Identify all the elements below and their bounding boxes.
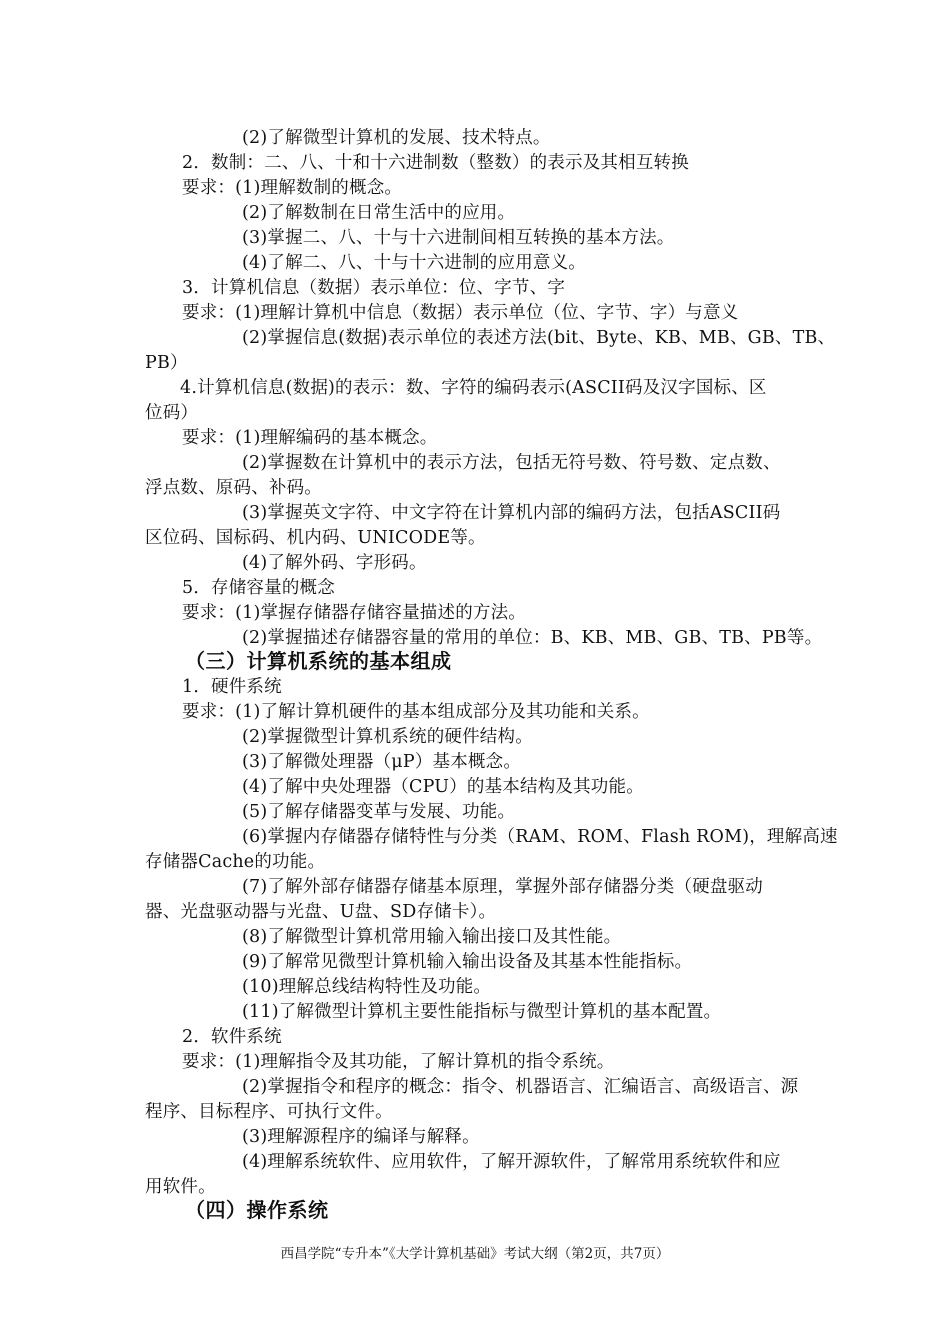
text-line: (2)掌握信息(数据)表示单位的表述方法(bit、Byte、KB、MB、GB、TB、 [242,328,836,348]
text-line: 要求：(1)掌握存储器存储容量描述的方法。 [182,603,526,623]
text-line: 要求：(1)理解指令及其功能，了解计算机的指令系统。 [182,1052,615,1072]
text-line: (4)了解二、八、十与十六进制的应用意义。 [242,253,586,273]
text-line: (4)了解中央处理器（CPU）的基本结构及其功能。 [242,777,644,797]
text-line: (8)了解微型计算机常用输入输出接口及其性能。 [242,927,622,947]
text-line: (3)掌握英文字符、中文字符在计算机内部的编码方法，包括ASCII码 [242,503,781,523]
section-heading: （三）计算机系统的基本组成 [185,649,452,673]
text-line: (7)了解外部存储器存储基本原理，掌握外部存储器分类（硬盘驱动 [242,877,763,897]
text-line: 2．数制：二、八、十和十六进制数（整数）的表示及其相互转换 [182,153,689,173]
text-line: 浮点数、原码、补码。 [145,478,322,498]
text-line: 4.计算机信息(数据)的表示：数、字符的编码表示(ASCII码及汉字国标、区 [180,378,767,398]
text-line: 要求：(1)理解计算机中信息（数据）表示单位（位、字节、字）与意义 [182,303,739,323]
text-line: 要求：(1)了解计算机硬件的基本组成部分及其功能和关系。 [182,702,650,722]
text-line: 器、光盘驱动器与光盘、U盘、SD存储卡）。 [145,902,497,922]
text-line: (5)了解存储器变革与发展、功能。 [242,802,516,822]
text-line: 用软件。 [145,1177,216,1197]
text-line: PB） [145,353,188,373]
text-line: (9)了解常见微型计算机输入输出设备及其基本性能指标。 [242,952,693,972]
text-line: (2)了解数制在日常生活中的应用。 [242,203,516,223]
text-line: 5．存储容量的概念 [182,578,335,598]
text-line: (10)理解总线结构特性及功能。 [242,977,492,997]
text-line: 2．软件系统 [182,1027,282,1047]
text-line: (6)掌握内存储器存储特性与分类（RAM、ROM、Flash ROM)，理解高速 [242,827,838,847]
text-line: (3)了解微处理器（μP）基本概念。 [242,752,522,772]
page-footer: 西昌学院“专升本”《大学计算机基础》考试大纲（第2页，共7页） [280,1246,670,1262]
text-line: 程序、目标程序、可执行文件。 [145,1102,393,1122]
text-line: 位码） [145,403,199,423]
text-line: (2)了解微型计算机的发展、技术特点。 [242,128,551,148]
text-line: (3)掌握二、八、十与十六进制间相互转换的基本方法。 [242,228,675,248]
text-line: 存储器Cache的功能。 [145,852,326,872]
text-line: (4)了解外码、字形码。 [242,553,427,573]
section-heading: （四）操作系统 [185,1198,329,1222]
text-line: (2)掌握微型计算机系统的硬件结构。 [242,727,533,747]
text-line: (2)掌握指令和程序的概念：指令、机器语言、汇编语言、高级语言、源 [242,1077,799,1097]
text-line: (2)掌握描述存储器容量的常用的单位：B、KB、MB、GB、TB、PB等。 [242,628,823,648]
text-line: 3．计算机信息（数据）表示单位：位、字节、字 [182,278,566,298]
text-line: 1．硬件系统 [182,677,282,697]
text-line: (2)掌握数在计算机中的表示方法，包括无符号数、符号数、定点数、 [242,453,781,473]
text-line: (3)理解源程序的编译与解释。 [242,1127,480,1147]
text-line: 区位码、国标码、机内码、UNICODE等。 [145,528,486,548]
text-line: (4)理解系统软件、应用软件，了解开源软件，了解常用系统软件和应 [242,1152,781,1172]
text-line: 要求：(1)理解编码的基本概念。 [182,428,438,448]
text-line: 要求：(1)理解数制的概念。 [182,178,403,198]
text-line: (11)了解微型计算机主要性能指标与微型计算机的基本配置。 [242,1002,722,1022]
